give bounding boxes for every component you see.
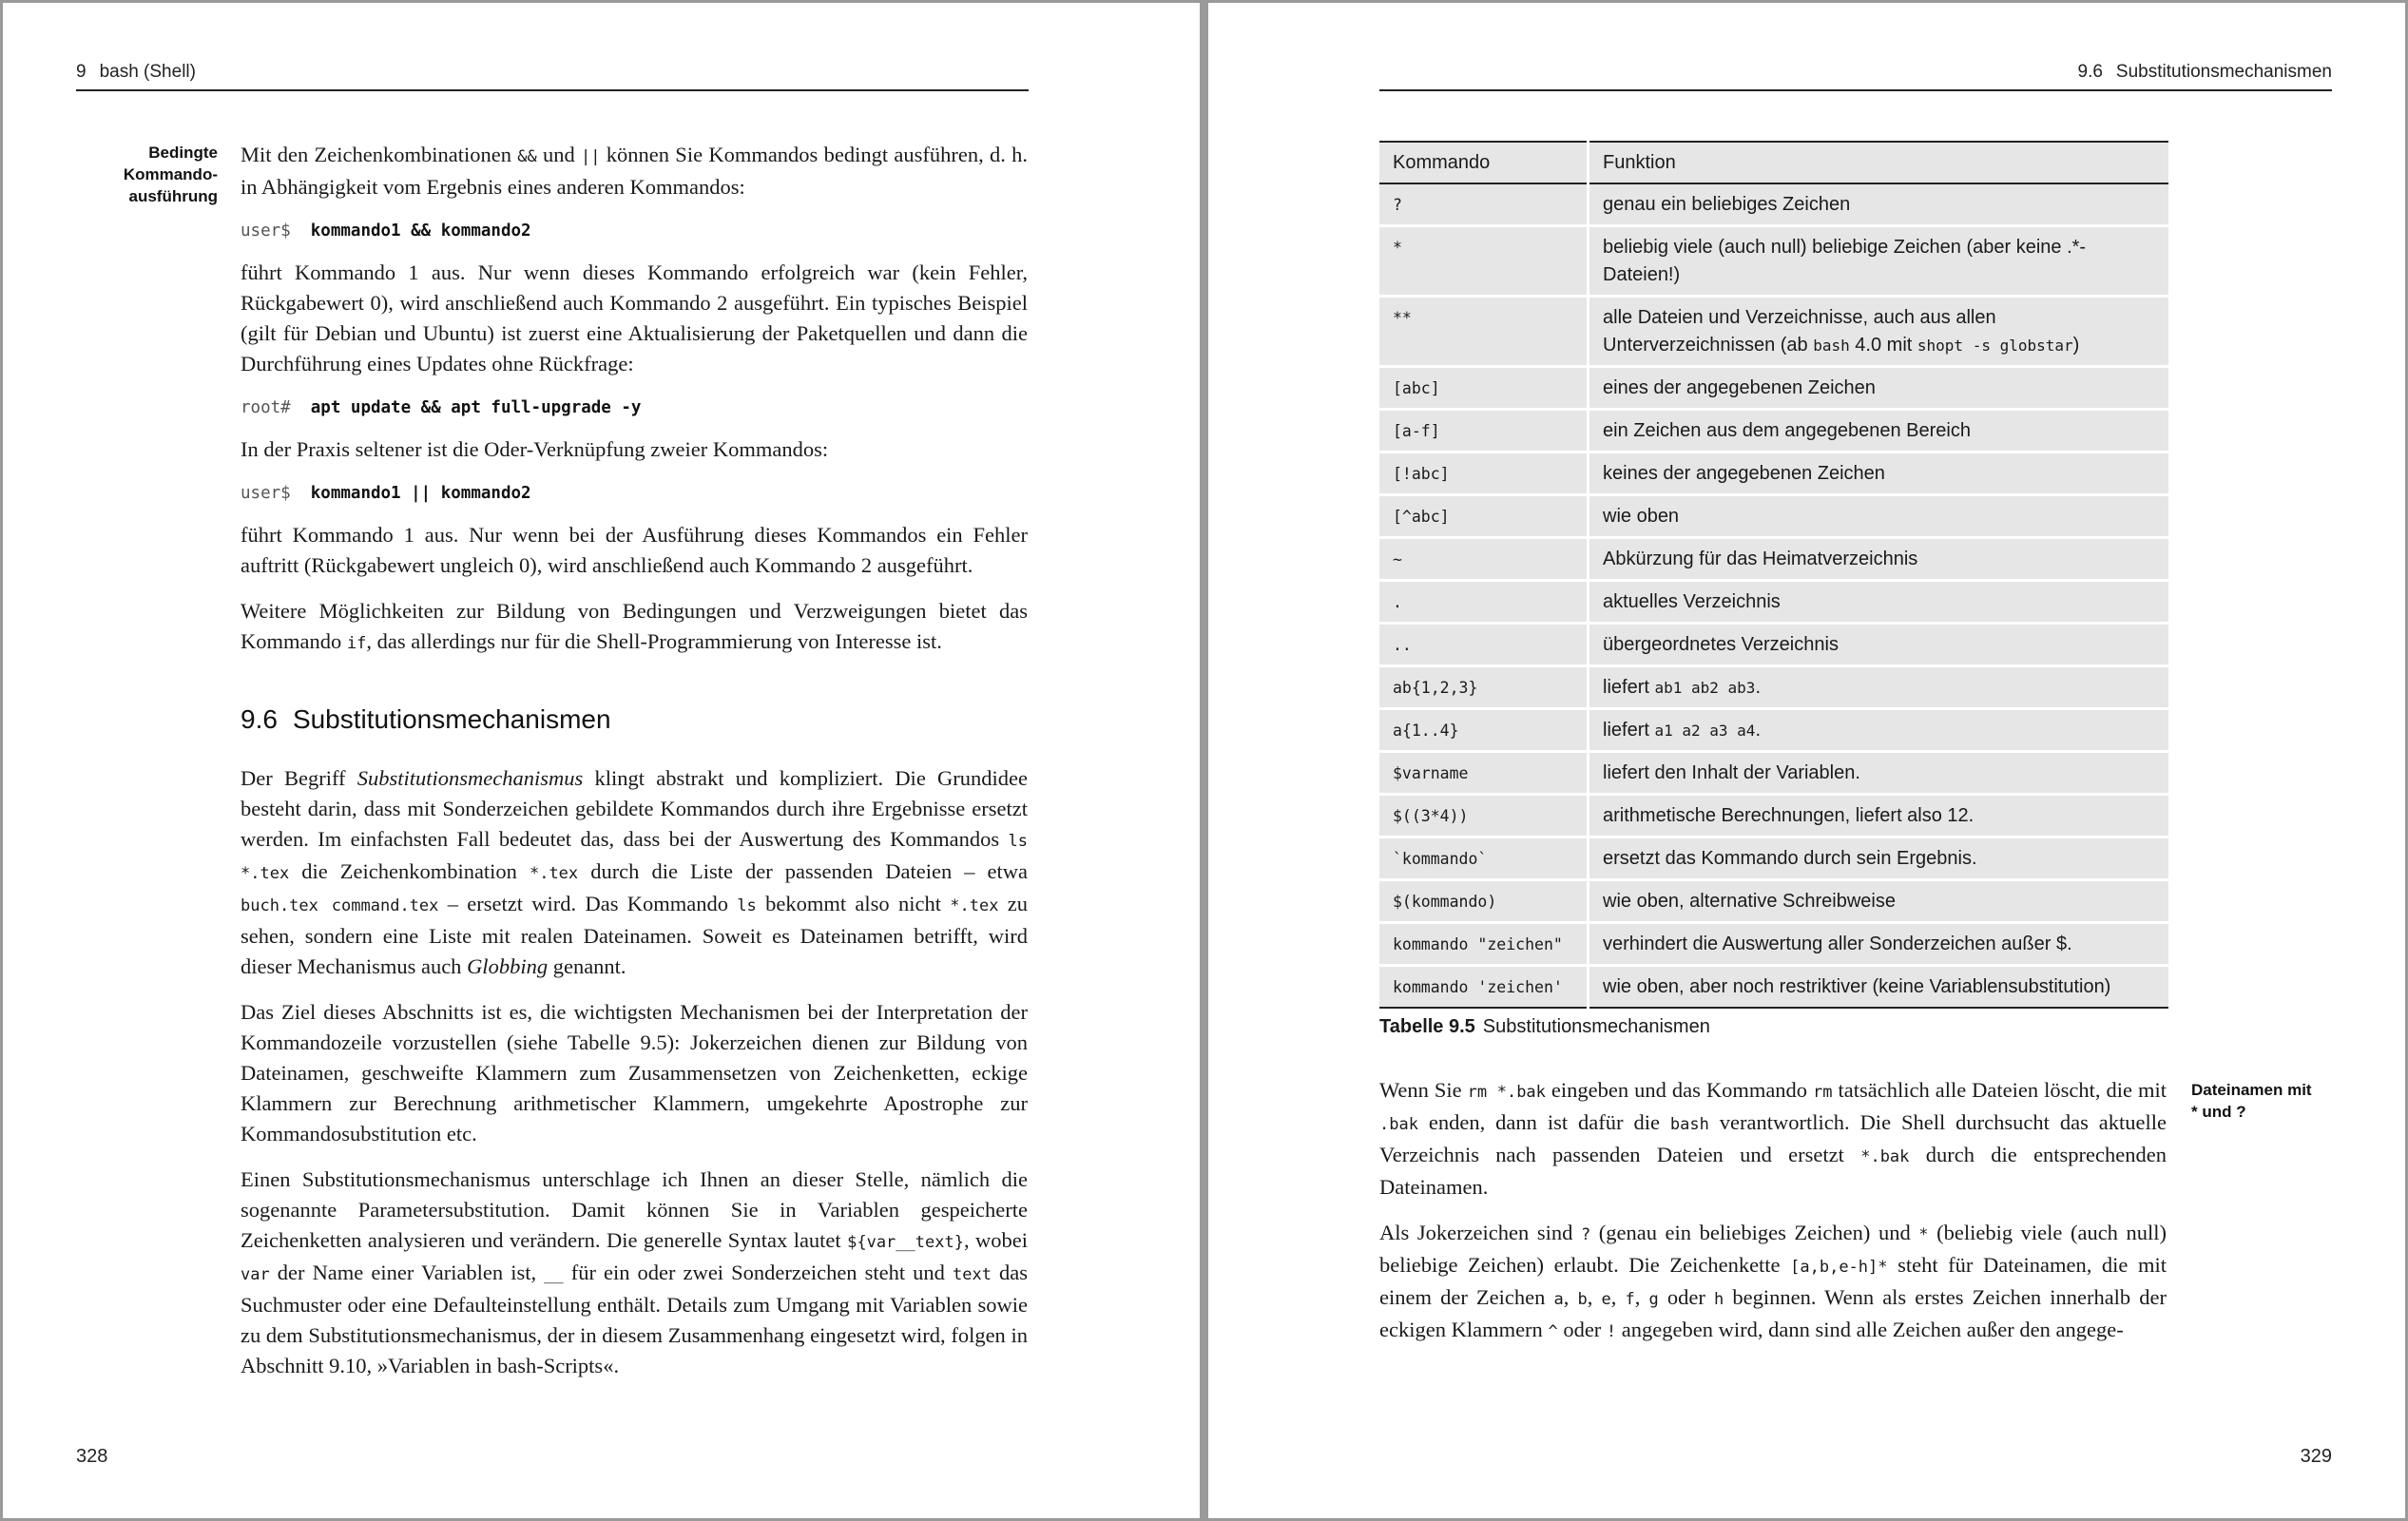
command-cell: a{1..4} <box>1379 709 1589 752</box>
function-cell: eines der angegebenen Zeichen <box>1589 367 2169 410</box>
text: Der Begriff <box>241 766 357 790</box>
function-cell <box>1589 709 2169 752</box>
command: apt update && apt full-upgrade -y <box>310 398 642 417</box>
command-cell: .. <box>1379 624 1589 666</box>
paragraph: führt Kommando 1 aus. Nur wenn bei der Ausführung dieses Kommandos ein Fehler auftritt (Rückgabewert ungleich 0), wird anschließend auch Kommando 2 ausgeführt. <box>241 523 1028 577</box>
text: 4.0 mit <box>1849 335 1917 356</box>
function-cell: genau ein beliebiges Zeichen <box>1589 183 2169 226</box>
body-text <box>1379 1075 2167 1362</box>
command-cell: * <box>1379 226 1589 297</box>
text: bekommt also nicht <box>756 892 951 915</box>
function-cell <box>1589 666 2169 709</box>
page-number: 329 <box>2300 1446 2332 1467</box>
function-cell <box>1589 297 2169 367</box>
substitution-table <box>1379 141 2168 1009</box>
text: liefert <box>1603 677 1655 698</box>
text: Mit den Zeichenkombinationen <box>241 143 518 166</box>
inline-code: ! <box>1606 1322 1617 1341</box>
inline-code: buch.tex command.tex <box>241 896 439 915</box>
inline-code: *.bak <box>1860 1147 1910 1166</box>
paragraph: Das Ziel dieses Abschnitts ist es, die wichtigsten Mechanismen bei der Interpretation der Kommandozeile vorzustellen (siehe Tabelle 9.5): Jokerzeichen dienen zur Bildung von Dateinamen, geschweifte Klammern zum Zusammensetzen von Zeichenketten, eckige Klammern zur Berechnung arithmetischer Klammern, umgekehrte Apostrophe zur Kommandosubstitution etc. <box>241 1000 1028 1146</box>
inline-code: b <box>1577 1290 1588 1309</box>
inline-code: ls *.tex <box>241 832 1028 883</box>
text: alle Dateien und Verzeichnisse, auch aus allen Unterverzeichnissen (ab <box>1603 307 1996 356</box>
running-header <box>76 62 196 83</box>
table-row <box>1379 538 2168 581</box>
function-cell: übergeordnetes Verzeichnis <box>1589 624 2169 666</box>
section-title: Substitutionsmechanismen <box>292 704 611 734</box>
body-text <box>241 140 1028 1396</box>
command-cell: . <box>1379 581 1589 624</box>
inline-code: [a,b,e-h]* <box>1790 1258 1888 1277</box>
paragraph <box>241 140 1028 202</box>
text: , <box>1610 1285 1626 1309</box>
margin-note-line: * und ? <box>2191 1103 2246 1121</box>
table-row <box>1379 410 2168 452</box>
inline-code: ? <box>1580 1225 1591 1244</box>
text: , wobei <box>963 1228 1028 1252</box>
inline-code: *.tex <box>529 864 579 883</box>
inline-code: bash <box>1669 1115 1709 1134</box>
left-page <box>3 3 1200 1518</box>
text: Einen Substitutionsmechanismus unterschlage ich Ihnen an dieser Stelle, nämlich die sogenannte Parametersubstitution. Damit können Sie in Variablen gespeicherte Zeichenketten analysieren und verändern. Die generelle Syntax lautet <box>241 1167 1028 1252</box>
text: (genau ein beliebiges Zeichen) und <box>1590 1221 1919 1244</box>
margin-note-line: Dateinamen mit <box>2191 1081 2312 1099</box>
command-cell: `kommando` <box>1379 838 1589 880</box>
text: durch die entsprechenden Dateinamen. <box>1379 1143 2167 1199</box>
function-cell: verhindert die Auswertung aller Sonderzeichen außer $. <box>1589 923 2169 966</box>
table-row <box>1379 367 2168 410</box>
table-row <box>1379 183 2168 226</box>
inline-code: ^ <box>1548 1322 1558 1341</box>
function-cell: liefert den Inhalt der Variablen. <box>1589 752 2169 795</box>
command-cell: [abc] <box>1379 367 1589 410</box>
paragraph: In der Praxis seltener ist die Oder-Verknüpfung zweier Kommandos: <box>241 437 829 461</box>
function-cell: wie oben, alternative Schreibweise <box>1589 880 2169 923</box>
table-header-row <box>1379 142 2168 183</box>
inline-code: ab1 ab2 ab3 <box>1654 679 1756 697</box>
command-cell: [a-f] <box>1379 410 1589 452</box>
code-example <box>241 218 1028 244</box>
inline-code: g <box>1648 1290 1659 1309</box>
text: liefert <box>1603 720 1655 741</box>
header-rule <box>76 89 1029 91</box>
text: beginnen. Wenn als erstes Zeichen innerhalb der eckigen Klammern <box>1379 1285 2167 1341</box>
prompt: user$ <box>241 484 291 503</box>
paragraph <box>241 763 1028 982</box>
page-number: 328 <box>76 1446 108 1467</box>
margin-note <box>124 142 218 207</box>
command-cell: [!abc] <box>1379 452 1589 495</box>
command-cell: $(kommando) <box>1379 880 1589 923</box>
command-cell: $varname <box>1379 752 1589 795</box>
caption-label: Tabelle 9.5 <box>1379 1016 1475 1037</box>
section-title: Substitutionsmechanismen <box>2115 62 2332 82</box>
inline-code: a <box>1553 1290 1564 1309</box>
code-example <box>241 480 1028 507</box>
inline-code: __ <box>544 1265 564 1284</box>
command: kommando1 && kommando2 <box>310 221 531 241</box>
inline-code: rm *.bak <box>1467 1083 1546 1102</box>
table-row <box>1379 709 2168 752</box>
italic-term: Substitutionsmechanismus <box>356 766 584 790</box>
command-cell: ** <box>1379 297 1589 367</box>
inline-code: ls <box>737 896 757 915</box>
inline-code: ${var__text} <box>847 1233 964 1252</box>
command-cell: kommando "zeichen" <box>1379 923 1589 966</box>
section-number: 9.6 <box>2077 62 2103 82</box>
column-header: Funktion <box>1589 142 2169 183</box>
margin-note-line: Bedingte <box>148 144 218 162</box>
table-row <box>1379 226 2168 297</box>
paragraph <box>241 596 1028 659</box>
text: steht für Dateinamen, die mit einem der Zeichen <box>1379 1253 2167 1309</box>
function-cell: ersetzt das Kommando durch sein Ergebnis. <box>1589 838 2169 880</box>
margin-note-line: Kommando- <box>123 165 218 183</box>
function-cell: beliebig viele (auch null) beliebige Zeichen (aber keine .*-Dateien!) <box>1589 226 2169 297</box>
inline-code: var <box>241 1265 270 1284</box>
function-cell: wie oben, aber noch restriktiver (keine Variablensubstitution) <box>1589 966 2169 1009</box>
margin-note <box>2191 1079 2312 1123</box>
text: können Sie Kommandos bedingt ausführen, d. h. in Abhängigkeit vom Ergebnis eines anderen Kommandos: <box>241 143 1028 199</box>
inline-code: bash <box>1813 337 1850 355</box>
function-cell: aktuelles Verzeichnis <box>1589 581 2169 624</box>
inline-code: * <box>1918 1225 1929 1244</box>
paragraph <box>1379 1218 2167 1347</box>
text: (beliebig viele (auch null) beliebige Zeichen) erlaubt. Die Zeichenkette <box>1379 1221 2167 1277</box>
right-page <box>1208 3 2405 1518</box>
inline-code: shopt -s globstar <box>1917 337 2073 355</box>
text: , <box>1587 1285 1602 1309</box>
text: das Suchmuster oder eine Defaulteinstellung enthält. Details zum Umgang mit Variablen sowie zu dem Substitutionsmechanismus, der in diesem Zusammenhang eingesetzt wird, folgen in Abschnitt 9.10, »Variablen in bash-Scripts«. <box>241 1261 1028 1377</box>
prompt: root# <box>241 398 291 417</box>
paragraph <box>241 1165 1028 1381</box>
table-row <box>1379 923 2168 966</box>
margin-note-line: ausführung <box>128 187 218 205</box>
table-row <box>1379 880 2168 923</box>
caption-text: Substitutionsmechanismen <box>1482 1016 1710 1037</box>
inline-code: rm <box>1813 1083 1833 1102</box>
text: . <box>1755 720 1761 741</box>
command-cell: [^abc] <box>1379 495 1589 538</box>
section-number: 9.6 <box>241 704 278 734</box>
function-cell: Abkürzung für das Heimatverzeichnis <box>1589 538 2169 581</box>
text: , <box>1563 1285 1578 1309</box>
text: , das allerdings nur für die Shell-Programmierung von Interesse ist. <box>366 629 942 653</box>
inline-code: && <box>517 147 537 166</box>
table-caption <box>1379 1016 1710 1038</box>
text: angegeben wird, dann sind alle Zeichen außer den angege- <box>1616 1318 2124 1341</box>
inline-code: || <box>581 147 601 166</box>
function-cell: keines der angegebenen Zeichen <box>1589 452 2169 495</box>
text: genannt. <box>548 954 626 978</box>
text: eingeben und das Kommando <box>1545 1078 1814 1102</box>
function-cell: wie oben <box>1589 495 2169 538</box>
paragraph <box>1379 1075 2167 1203</box>
table-row <box>1379 795 2168 838</box>
column-header: Kommando <box>1379 142 1589 183</box>
header-rule <box>1379 89 2332 91</box>
inline-code: *.tex <box>950 896 999 915</box>
text: für ein oder zwei Sonderzeichen steht und <box>563 1261 953 1284</box>
text: tatsächlich alle Dateien löscht, die mit <box>1832 1078 2167 1102</box>
paragraph: führt Kommando 1 aus. Nur wenn dieses Kommando erfolgreich war (kein Fehler, Rückgabewert 0), wird anschließend auch Kommando 2 ausgeführt. Ein typisches Beispiel (gilt für Debian und Ubuntu) ist zuerst eine Aktualisierung der Paketquellen und dann die Durchführung eines Updates ohne Rückfrage: <box>241 260 1028 375</box>
text: enden, dann ist dafür die <box>1417 1110 1670 1134</box>
section-heading <box>241 704 1028 735</box>
text: Weitere Möglichkeiten zur Bildung von Bedingungen und Verzweigungen bietet das Kommando <box>241 599 1028 653</box>
inline-code: h <box>1713 1290 1724 1309</box>
text: ) <box>2072 335 2080 356</box>
inline-code: f <box>1625 1290 1635 1309</box>
text: oder <box>1557 1318 1607 1341</box>
inline-code: .bak <box>1379 1115 1418 1134</box>
chapter-number: 9 <box>76 62 87 82</box>
inline-code: text <box>952 1265 992 1284</box>
table-row <box>1379 495 2168 538</box>
chapter-title: bash (Shell) <box>99 62 196 82</box>
table-row <box>1379 666 2168 709</box>
inline-code: a1 a2 a3 a4 <box>1654 722 1756 740</box>
inline-code: e <box>1601 1290 1611 1309</box>
table-row <box>1379 297 2168 367</box>
text: verantwortlich. Die Shell durchsucht das aktuelle Verzeichnis nach passenden Dateien und ersetzt <box>1379 1110 2167 1166</box>
table-row <box>1379 452 2168 495</box>
command-cell: ab{1,2,3} <box>1379 666 1589 709</box>
command-cell: $((3*4)) <box>1379 795 1589 838</box>
inline-code: if <box>346 634 367 653</box>
italic-term: Globbing <box>467 954 549 978</box>
text: Als Jokerzeichen sind <box>1379 1221 1581 1244</box>
text: und <box>536 143 582 166</box>
text: , <box>1634 1285 1649 1309</box>
command-cell: kommando 'zeichen' <box>1379 966 1589 1009</box>
text: . <box>1755 677 1761 698</box>
code-example <box>241 395 1028 421</box>
running-header <box>2078 62 2333 83</box>
table-row <box>1379 624 2168 666</box>
table-row <box>1379 581 2168 624</box>
text: klingt abstrakt und kompliziert. Die Grundidee besteht darin, dass mit Sonderzeichen gebildete Kommandos durch ihre Ergebnisse ersetzt werden. Im einfachsten Fall bedeutet das, dass bei der Auswertung des Kommandos <box>241 766 1029 851</box>
text: zu sehen, sondern eine Liste mit realen Dateinamen. Soweit es Dateinamen betrifft, wird dieser Mechanismus auch <box>241 892 1028 978</box>
command-cell: ? <box>1379 183 1589 226</box>
text: – ersetzt wird. Das Kommando <box>438 892 738 915</box>
text: oder <box>1658 1285 1714 1309</box>
function-cell: ein Zeichen aus dem angegebenen Bereich <box>1589 410 2169 452</box>
text: Wenn Sie <box>1379 1078 1468 1102</box>
text: durch die Liste der passenden Dateien – etwa <box>578 859 1028 883</box>
function-cell: arithmetische Berechnungen, liefert also 12. <box>1589 795 2169 838</box>
table-row <box>1379 752 2168 795</box>
table-row <box>1379 966 2168 1009</box>
text: der Name einer Variablen ist, <box>269 1261 545 1284</box>
command-cell: ~ <box>1379 538 1589 581</box>
table-row <box>1379 838 2168 880</box>
command: kommando1 || kommando2 <box>310 484 531 503</box>
prompt: user$ <box>241 221 291 241</box>
text: die Zeichenkombination <box>289 859 530 883</box>
